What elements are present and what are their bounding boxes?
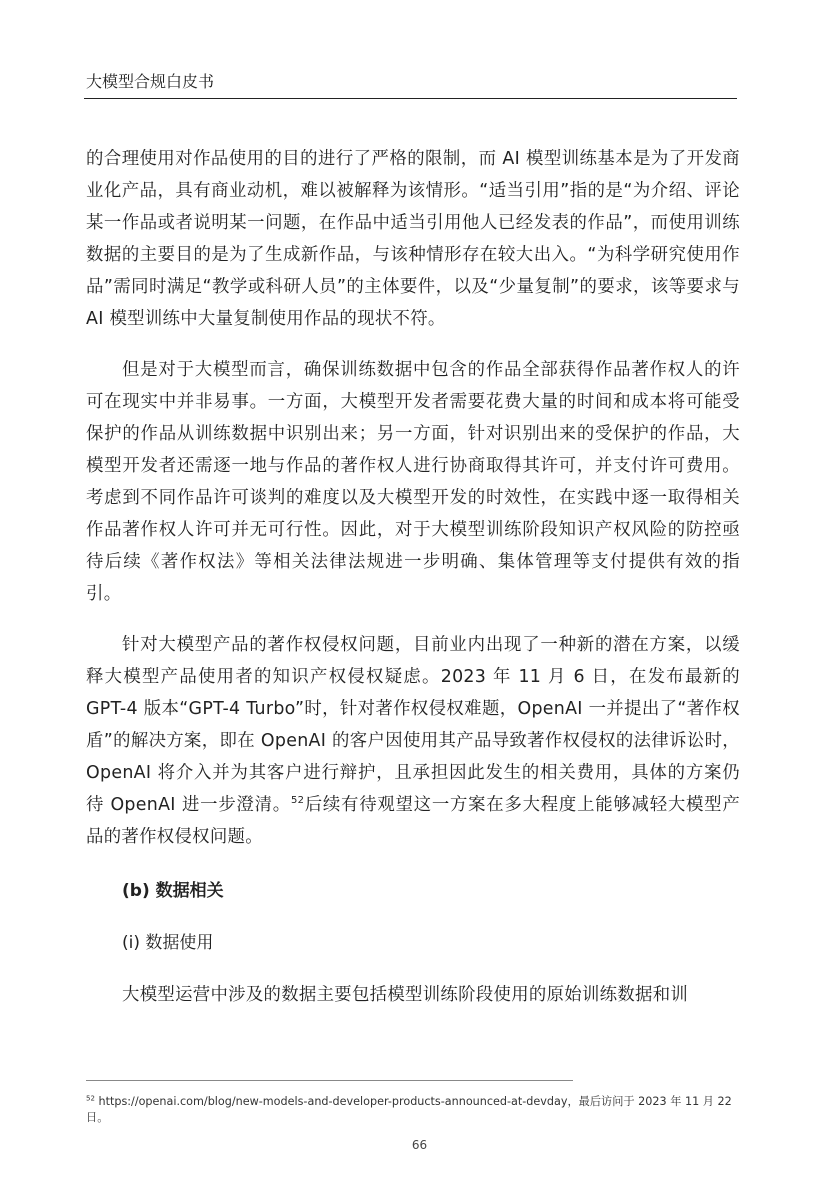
paragraph-3-text-b: 后续有待观望这一方案在多大程度上能够减轻大模型产品的著作权侵权问题。 [86, 795, 741, 847]
running-header: 大模型合规白皮书 [86, 72, 215, 91]
paragraph-2: 但是对于大模型而言，确保训练数据中包含的作品全部获得作品著作权人的许可在现实中并非易事。一方面，大模型开发者需要花费大量的时间和成本将可能受保护的作品从训练数据中识别出来；另一方面，针对识别出来的受保护的作品，大模型开发者还需逐一地与作品的著作权人进行协商取得其许可，并支付许可费用。考虑到不同作品许可谈判的难度以及大模型开发的时效性，在实践中逐一取得相关作品著作权人许可并无可行性。因此，对于大模型训练阶段知识产权风险的防控亟待后续《著作权法》等相关法律法规进一步明确、集体管理等支付提供有效的指引。 [86, 360, 740, 604]
body-text [86, 143, 740, 1011]
paragraph-3 [86, 629, 740, 853]
footnote-ref[interactable]: 52 [290, 795, 305, 807]
footnote-rule [86, 1080, 573, 1081]
paragraph-1: 的合理使用对作品使用的目的进行了严格的限制，而 AI 模型训练基本是为了开发商业化产品，具有商业动机，难以被解释为该情形。“适当引用”指的是“为介绍、评论某一作品或者说明某一问题，在作品中适当引用他人已经发表的作品”，而使用训练数据的主要目的是为了生成新作品，与该种情形存在较大出入。“为科学研究使用作品”需同时满足“教学或科研人员”的主体要件，以及“少量复制”的要求，该等要求与 AI 模型训练中大量复制使用作品的现状不符。 [86, 149, 740, 329]
page-number: 66 [411, 1138, 428, 1152]
footnote-number: 52 [86, 1094, 95, 1103]
footnote-text[interactable]: https://openai.com/blog/new-models-and-developer-products-announced-at-devday，最后访问于 2023 年 11 月 22 日。 [86, 1095, 732, 1124]
section-heading-b: (b) 数据相关 [122, 881, 224, 901]
paragraph-3-text-a: 针对大模型产品的著作权侵权问题，目前业内出现了一种新的潜在方案，以缓释大模型产品使用者的知识产权侵权疑虑。2023 年 11 月 6 日，在发布最新的 GPT-4 版本“GPT-4 Turbo”时，针对著作权侵权难题，OpenAI 一并提出了“著作权盾”的解决方案，即在 OpenAI 的客户因使用其产品导致著作权侵权的法律诉讼时，OpenAI 将介入并为其客户进行辩护，且承担因此发生的相关费用，具体的方案仍待 OpenAI 进一步澄清。 [86, 635, 740, 815]
section-heading-i: (i) 数据使用 [122, 933, 214, 953]
footnote [86, 1094, 741, 1126]
header-rule [84, 98, 737, 99]
paragraph-4: 大模型运营中涉及的数据主要包括模型训练阶段使用的原始训练数据和训 [122, 985, 689, 1005]
